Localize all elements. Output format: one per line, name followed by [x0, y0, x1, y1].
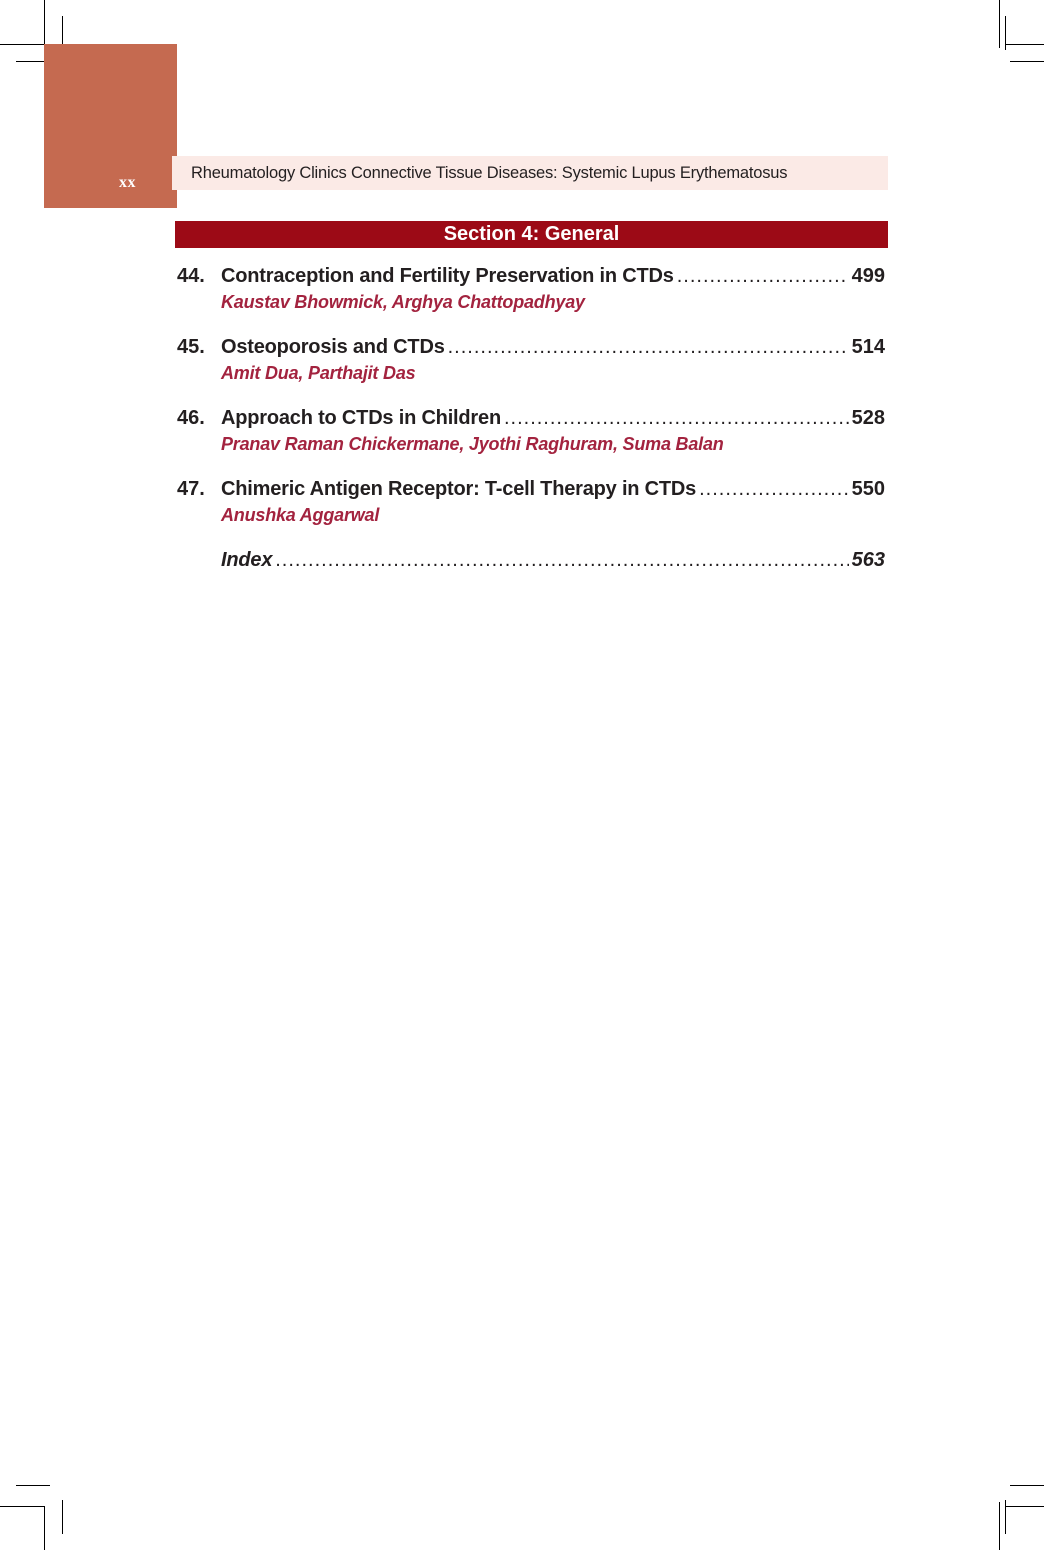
page-number-tab [44, 44, 177, 208]
crop-mark [44, 0, 45, 44]
chapter-authors: Pranav Raman Chickermane, Jyothi Raghuram, Suma Balan [221, 434, 724, 454]
chapter-number: 45. [177, 336, 205, 358]
toc-entry-line [177, 405, 885, 431]
crop-mark [1010, 61, 1044, 62]
chapter-authors: Amit Dua, Parthajit Das [221, 363, 416, 383]
chapter-authors: Kaustav Bhowmick, Arghya Chattopadhyay [221, 292, 585, 312]
running-title: Rheumatology Clinics Connective Tissue Diseases: Systemic Lupus Erythematosus [191, 164, 788, 182]
chapter-title: Approach to CTDs in Children [221, 407, 501, 429]
page-ref: 563 [851, 549, 885, 571]
section-heading: Section 4: General [175, 221, 888, 248]
crop-mark [1005, 1500, 1006, 1534]
crop-mark [16, 1485, 50, 1486]
toc-entry[interactable] [177, 476, 885, 528]
chapter-number: 46. [177, 407, 205, 429]
toc-entry[interactable] [177, 263, 885, 315]
dot-leader [699, 476, 849, 502]
toc-entry-line [177, 476, 885, 502]
crop-mark [62, 1500, 63, 1534]
chapter-title: Chimeric Antigen Receptor: T-cell Therapy in CTDs [221, 478, 697, 500]
toc-entry-line [177, 547, 885, 573]
chapter-title: Osteoporosis and CTDs [221, 336, 445, 358]
page-ref: 499 [851, 265, 885, 287]
toc-entry-line [177, 334, 885, 360]
toc-entry-line [177, 263, 885, 289]
toc-entry[interactable] [177, 405, 885, 457]
chapter-authors: Anushka Aggarwal [221, 505, 380, 525]
chapter-title: Contraception and Fertility Preservation in CTDs [221, 265, 674, 287]
page-number: xx [119, 174, 136, 191]
crop-mark [44, 1506, 45, 1550]
page-ref: 550 [851, 478, 885, 500]
dot-leader [275, 547, 848, 573]
dot-leader [677, 263, 849, 289]
toc-index-entry[interactable] [177, 547, 885, 573]
dot-leader [448, 334, 849, 360]
toc-entry[interactable] [177, 334, 885, 386]
chapter-number: 44. [177, 265, 205, 287]
crop-mark [999, 1502, 1000, 1550]
crop-mark [999, 0, 1000, 48]
crop-mark [0, 44, 44, 45]
crop-mark [1005, 1506, 1044, 1507]
dot-leader [504, 405, 849, 431]
crop-mark [0, 1506, 44, 1507]
chapter-number: 47. [177, 478, 205, 500]
index-title: Index [221, 549, 273, 571]
crop-mark [1005, 44, 1044, 45]
page-ref: 514 [851, 336, 885, 358]
crop-mark [1010, 1485, 1044, 1486]
table-of-contents [177, 263, 885, 592]
page-ref: 528 [851, 407, 885, 429]
